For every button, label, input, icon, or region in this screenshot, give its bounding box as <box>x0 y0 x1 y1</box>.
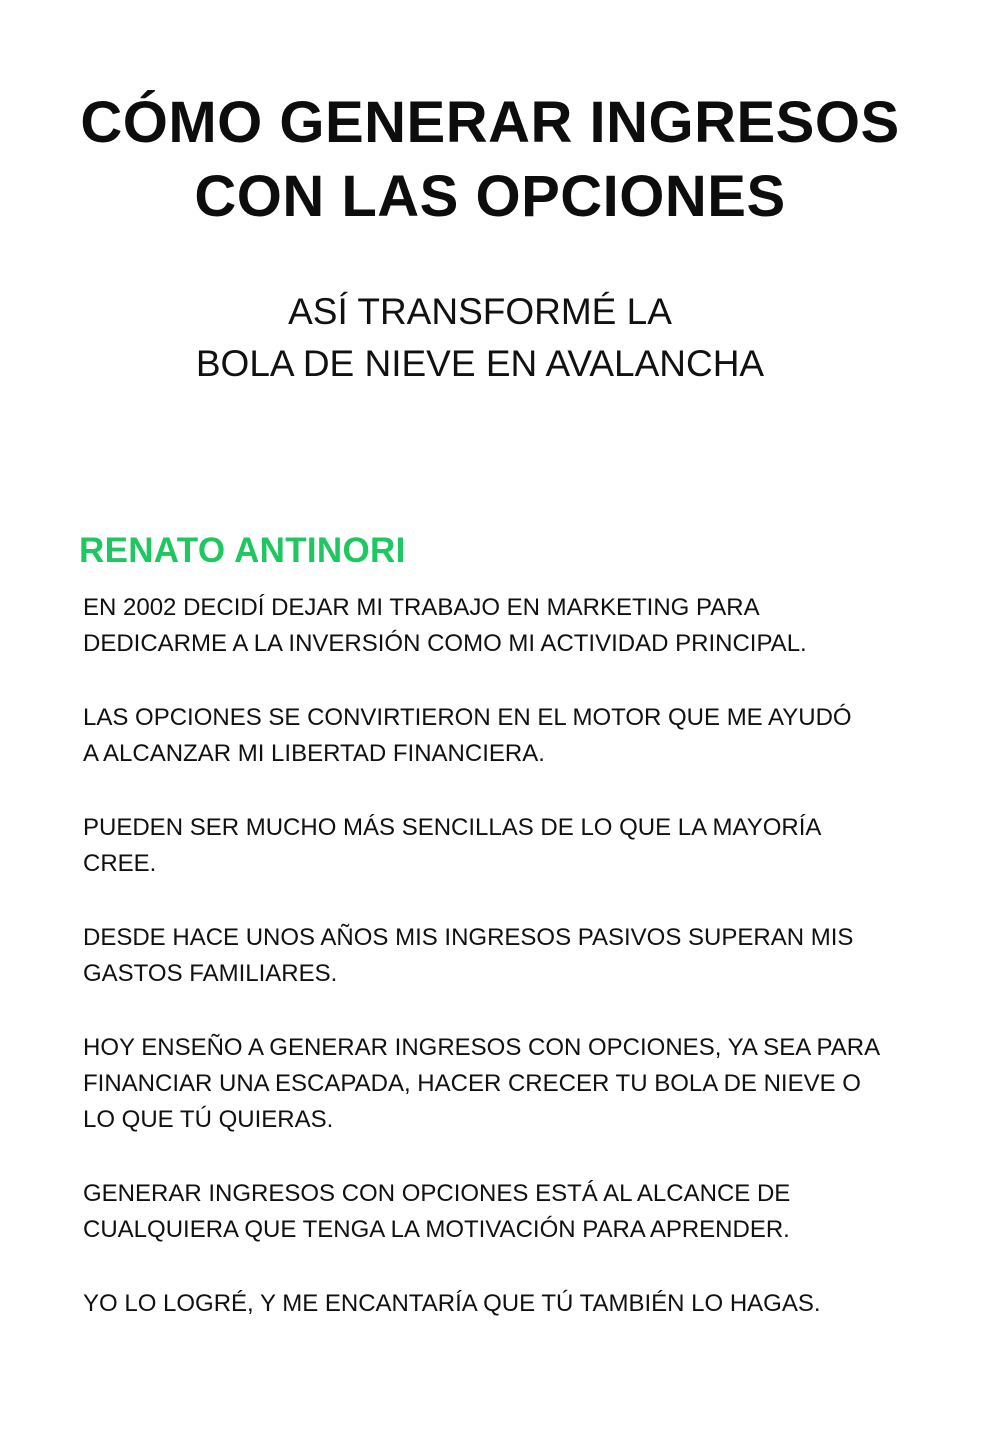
book-title-line-2: CON LAS OPCIONES <box>194 164 786 229</box>
bio-line: EN 2002 DECIDÍ DEJAR MI TRABAJO EN MARKETING PARA <box>83 594 760 621</box>
author-name: RENATO ANTINORI <box>79 531 406 570</box>
bio-line: FINANCIAR UNA ESCAPADA, HACER CRECER TU BOLA DE NIEVE O <box>83 1070 861 1097</box>
bio-line: A ALCANZAR MI LIBERTAD FINANCIERA. <box>83 740 545 767</box>
bio-paragraph <box>83 1286 943 1322</box>
book-subtitle-line-1: ASÍ TRANSFORMÉ LA <box>288 291 672 332</box>
author-bio <box>83 590 943 1360</box>
bio-line: CREE. <box>83 850 157 877</box>
book-title-line-1: CÓMO GENERAR INGRESOS <box>80 90 900 155</box>
bio-line: CUALQUIERA QUE TENGA LA MOTIVACIÓN PARA APRENDER. <box>83 1216 790 1243</box>
bio-line: DESDE HACE UNOS AÑOS MIS INGRESOS PASIVOS SUPERAN MIS <box>83 924 854 951</box>
bio-line: YO LO LOGRÉ, Y ME ENCANTARÍA QUE TÚ TAMBIÉN LO HAGAS. <box>83 1290 821 1317</box>
book-title <box>40 86 940 234</box>
bio-line: GENERAR INGRESOS CON OPCIONES ESTÁ AL ALCANCE DE <box>83 1180 791 1207</box>
bio-line: HOY ENSEÑO A GENERAR INGRESOS CON OPCIONES, YA SEA PARA <box>83 1034 881 1061</box>
bio-line: LAS OPCIONES SE CONVIRTIERON EN EL MOTOR QUE ME AYUDÓ <box>83 704 852 731</box>
bio-paragraph <box>83 590 943 662</box>
bio-line: GASTOS FAMILIARES. <box>83 960 338 987</box>
bio-line: DEDICARME A LA INVERSIÓN COMO MI ACTIVIDAD PRINCIPAL. <box>83 630 807 657</box>
bio-paragraph <box>83 1176 943 1248</box>
book-subtitle-line-2: BOLA DE NIEVE EN AVALANCHA <box>195 343 765 384</box>
book-subtitle <box>40 286 920 390</box>
bio-line: LO QUE TÚ QUIERAS. <box>83 1106 334 1133</box>
bio-paragraph <box>83 810 943 882</box>
bio-paragraph <box>83 700 943 772</box>
bio-paragraph <box>83 920 943 992</box>
bio-paragraph <box>83 1030 943 1138</box>
bio-line: PUEDEN SER MUCHO MÁS SENCILLAS DE LO QUE LA MAYORÍA <box>83 814 822 841</box>
